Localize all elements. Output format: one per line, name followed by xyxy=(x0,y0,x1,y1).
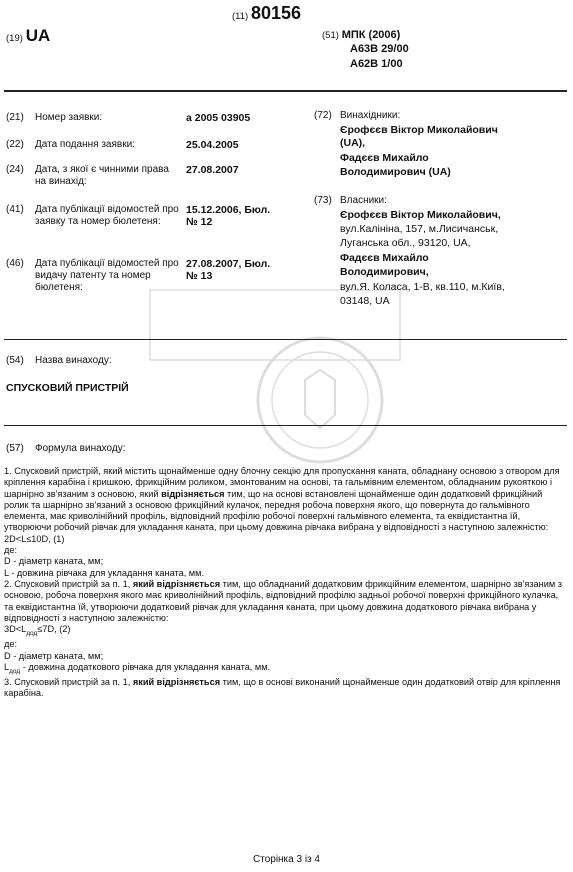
claim-2-def-d: D - діаметр каната, мм; xyxy=(4,650,104,661)
biblio-value: 27.08.2007 xyxy=(186,164,239,176)
owner1-name: Єрофєєв Віктор Миколайович, xyxy=(340,209,501,221)
biblio-code: (22) xyxy=(6,139,24,150)
claim-2: 2. Спусковий пристрій за п. 1, який відрізняється тим, що обладнаний додатковим фрикційним елементом, шарнірно зв'язаним з основою, робоча поверхня якого має криволінійний профіль, відповідний профілю задньої робочої поверхні фрикційного кулачка, та еквідистантна їй, утворюючи додатковий рівчак для укладання каната, при цьому довжина додаткового рівчака вибрана у відповідності з наступною залежністю: xyxy=(4,578,562,623)
divider-biblio xyxy=(4,339,567,340)
claim-1-def-d: D - діаметр каната, мм; xyxy=(4,556,104,567)
country-value: UA xyxy=(25,26,51,45)
biblio-code: (46) xyxy=(6,258,24,269)
owner2-name-line: Володимирович, xyxy=(340,266,429,278)
divider-top xyxy=(4,90,567,92)
owner1-address-line: вул.Калініна, 157, м.Лисичанськ, xyxy=(340,223,499,235)
country xyxy=(6,26,50,46)
claim-2-def-l: $L_{дод}$ - довжина додаткового рівчака для укладання каната, мм. xyxy=(4,661,271,675)
patent-number-code: (11) xyxy=(232,11,249,22)
biblio-label: Дата публікації відомостей про заявку та номер бюлетеня: xyxy=(35,204,179,227)
ipc-class-2: A62B 1/00 xyxy=(350,58,403,70)
claim-1-where: де: xyxy=(4,545,18,556)
biblio-label: Номер заявки: xyxy=(35,112,103,123)
owner2-name-line: Фадєєв Михайло xyxy=(340,252,429,264)
inventors-label: Винахідники: xyxy=(340,110,401,121)
biblio-value: a 2005 03905 xyxy=(186,112,251,124)
ipc-block xyxy=(322,29,400,41)
claim-1: 1. Спусковий пристрій, який містить щонайменше одну блочну секцію для пропускання каната, обладнану основою з отвором для кріплення карабіна і кришкою, фрикційним роликом, змонтованим на основі, та гальмівним елементом, обладнаним рукояткою і шарнірно зв'язаним з основою, який відрізняється тим, що на основі встановлені щонайменше один додатковий фрикційний ролик та шарнірно зв'язаний з основою фрикційний кулачок, передня робоча поверхня якого, що повернута до гальмівного елемента, має криволінійний профіль, відповідний профілю робочої поверхні гальмівного елемента, та еквідистантна їй, утворюючи робочий рівчак для укладання каната, при цьому довжина рівчака вибрана у відповідності з наступною залежністю: xyxy=(4,466,560,533)
ipc-title: МПК (2006) xyxy=(341,29,401,41)
inventor-line: Фадєєв Михайло xyxy=(340,152,429,164)
biblio-value: 25.04.2005 xyxy=(186,139,239,151)
title-code: (54) xyxy=(6,355,24,366)
page-number: Сторінка 3 із 4 xyxy=(253,854,320,865)
biblio-label: Дата публікації відомостей про видачу патенту та номер бюлетеня: xyxy=(35,258,179,293)
claim-3: 3. Спусковий пристрій за п. 1, який відрізняється тим, що в основі виконаний щонайменше один додатковий отвір для кріплення карабіна. xyxy=(4,677,561,699)
claim-1-formula: 2D<L≤10D, (1) xyxy=(4,533,65,544)
formula-label: Формула винаходу: xyxy=(35,443,126,454)
claim-1-def-l: L - довжина рівчака для укладання каната, мм. xyxy=(4,567,204,578)
country-code: (19) xyxy=(6,33,23,44)
owners-label: Власники: xyxy=(340,195,387,206)
inventor-line: Володимирович (UA) xyxy=(340,166,451,178)
biblio-value: 15.12.2006, Бюл. № 12 xyxy=(186,204,271,228)
owner1-address-line: Луганська обл., 93120, UA, xyxy=(340,237,471,249)
biblio-code: (21) xyxy=(6,112,24,123)
owners-code: (73) xyxy=(314,195,332,206)
biblio-code: (41) xyxy=(6,204,24,215)
claims-text xyxy=(4,466,564,700)
divider-title xyxy=(4,425,567,426)
biblio-label: Дата подання заявки: xyxy=(35,139,135,150)
invention-title: СПУСКОВИЙ ПРИСТРІЙ xyxy=(6,382,129,394)
biblio-label: Дата, з якої є чинними права на винахід: xyxy=(35,164,169,187)
ipc-code: (51) xyxy=(322,30,339,41)
patent-number xyxy=(232,3,301,24)
ipc-class-1: A63B 29/00 xyxy=(350,43,409,55)
owner2-address-line: вул.Я. Коласа, 1-В, кв.110, м.Київ, xyxy=(340,281,505,293)
biblio-value: 27.08.2007, Бюл. № 13 xyxy=(186,258,271,282)
owner2-address-line: 03148, UA xyxy=(340,295,390,307)
title-label: Назва винаходу: xyxy=(35,355,112,366)
inventor-line: Єрофєєв Віктор Миколайович xyxy=(340,124,498,136)
inventors-code: (72) xyxy=(314,110,332,121)
inventor-line: (UA), xyxy=(340,137,366,149)
claim-2-where: де: xyxy=(4,639,18,650)
formula-code: (57) xyxy=(6,443,24,454)
ukrpatent-seal-watermark xyxy=(110,280,440,470)
patent-number-value: 80156 xyxy=(250,3,302,23)
claim-2-formula: $3D<L_{дод}\le 7D$, (2) xyxy=(4,624,71,637)
biblio-code: (24) xyxy=(6,164,24,175)
